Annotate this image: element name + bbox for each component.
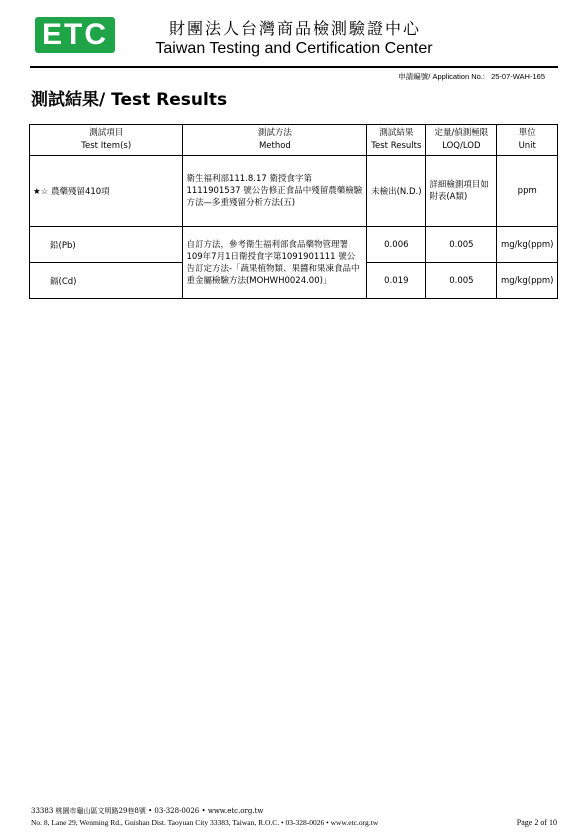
loq-lead: 0.005: [426, 227, 497, 263]
table-header-row: [30, 125, 558, 156]
header-test-item: 測試項目 Test Item(s): [30, 125, 183, 156]
application-number-label: 申請編號/ Application No.:: [398, 72, 485, 81]
header-method: 測試方法 Method: [183, 125, 367, 156]
test-item-cadmium: 鎘(Cd): [30, 263, 183, 299]
table-row: [30, 227, 558, 263]
section-title: 測試結果/ Test Results: [31, 90, 228, 110]
method-heavy-metals: 自訂方法，參考衛生福利部食品藥物管理署109年7月1日衛授食字第1091901111 號公告訂定方法-「蔬果植物類、果醬和果凍食品中重金屬檢驗方法(MOHWH0024.00)」: [183, 227, 367, 299]
unit-pesticide: ppm: [497, 156, 558, 227]
application-number: [398, 71, 545, 82]
header-test-results: 測試結果 Test Results: [367, 125, 426, 156]
test-item-lead: 鉛(Pb): [30, 227, 183, 263]
loq-pesticide: 詳細檢測項目如附表(A類): [426, 156, 497, 227]
result-cadmium: 0.019: [367, 263, 426, 299]
test-item-pesticide: ★☆ 農藥殘留410項: [30, 156, 183, 227]
result-lead: 0.006: [367, 227, 426, 263]
org-name-cn: 財團法人台灣商品檢測驗證中心: [168, 19, 421, 38]
etc-logo: [35, 17, 115, 53]
footer-address-cn: 33383 桃園市龜山區文明路29巷8號 • 03-328-0026 • www.etc.org.tw: [31, 807, 264, 815]
logo-text: ETC: [42, 18, 108, 51]
header-loq-lod: 定量/偵測極限 LOQ/LOD: [426, 125, 497, 156]
page-number: Page 2 of 10: [516, 818, 557, 827]
loq-cadmium: 0.005: [426, 263, 497, 299]
result-pesticide: 未檢出(N.D.): [367, 156, 426, 227]
header-divider: [30, 66, 558, 68]
results-table: [29, 124, 558, 299]
application-number-value: 25-07-WAH-165: [491, 72, 545, 81]
unit-lead: mg/kg(ppm): [497, 227, 558, 263]
unit-cadmium: mg/kg(ppm): [497, 263, 558, 299]
header-unit: 單位 Unit: [497, 125, 558, 156]
method-pesticide: 衛生福利部111.8.17 衛授食字第1111901537 號公告修正食品中殘留農藥檢驗方法—多重殘留分析方法(五): [183, 156, 367, 227]
org-name-en: Taiwan Testing and Certification Center: [155, 40, 433, 57]
table-row: [30, 156, 558, 227]
footer-address-en: No. 8, Lane 29, Wenming Rd., Guishan Dist. Taoyuan City 33383, Taiwan, R.O.C. • 03-328-0026 • www.etc.org.tw: [31, 818, 379, 827]
